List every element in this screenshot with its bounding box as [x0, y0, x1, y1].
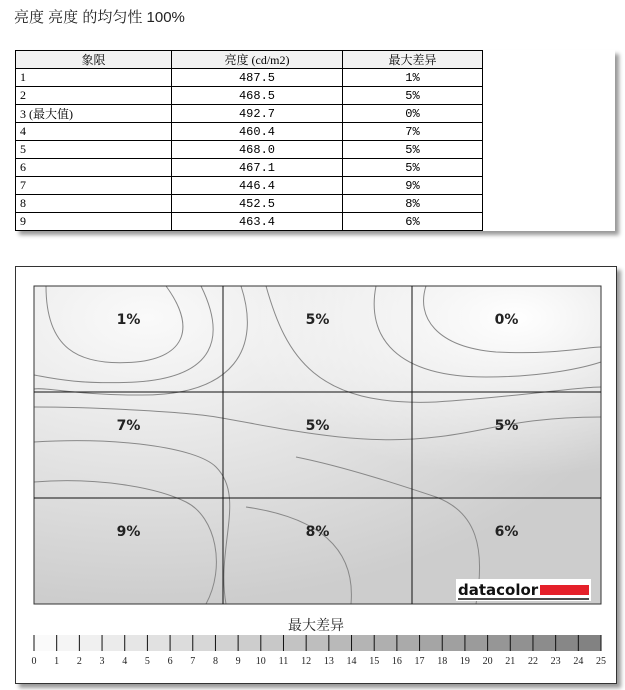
quadrant-cell: 9 [16, 213, 172, 231]
scale-tick-label: 15 [369, 656, 380, 667]
scale-swatch [374, 635, 397, 651]
scale-swatch [306, 635, 329, 651]
luminance-cell: 463.4 [172, 213, 343, 231]
scale-tick-label: 0 [31, 656, 37, 667]
scale-swatch [34, 635, 57, 651]
scale-tick-label: 9 [235, 656, 241, 667]
luminance-table-panel [15, 50, 615, 231]
table-row [16, 177, 483, 195]
scale-tick-label: 13 [323, 656, 334, 667]
luminance-cell: 468.5 [172, 87, 343, 105]
scale-tick-label: 24 [573, 656, 584, 667]
scale-tick-label: 25 [596, 656, 606, 667]
scale-tick-label: 23 [550, 656, 561, 667]
table-row [16, 213, 483, 231]
scale-swatch [578, 635, 601, 651]
datacolor-logo: datacolor [458, 581, 539, 599]
scale-tick-label: 17 [414, 656, 425, 667]
scale-tick-label: 22 [527, 656, 538, 667]
scale-swatch [533, 635, 556, 651]
scale-tick-label: 6 [167, 656, 173, 667]
cell-label: 0% [494, 312, 519, 328]
scale-swatch [147, 635, 170, 651]
table-row [16, 105, 483, 123]
scale-tick-label: 14 [346, 656, 357, 667]
scale-swatch [352, 635, 375, 651]
col-luminance: 亮度 (cd/m2) [172, 51, 343, 69]
uniformity-chart [15, 266, 617, 684]
scale-swatch [420, 635, 443, 651]
scale-tick-label: 1 [54, 656, 60, 667]
max-diff-cell: 5% [343, 87, 483, 105]
scale-swatch [238, 635, 261, 651]
col-max-diff: 最大差异 [343, 51, 483, 69]
scale-swatch [102, 635, 125, 651]
uniformity-svg [16, 267, 616, 683]
scale-swatch [170, 635, 193, 651]
max-diff-cell: 7% [343, 123, 483, 141]
heatmap-highlight [34, 286, 601, 604]
scale-tick-label: 7 [190, 656, 196, 667]
quadrant-cell: 8 [16, 195, 172, 213]
table-row [16, 87, 483, 105]
scale-tick-label: 4 [122, 656, 128, 667]
scale-swatch [261, 635, 284, 651]
cell-label: 9% [116, 524, 141, 540]
max-diff-cell: 8% [343, 195, 483, 213]
col-quadrant: 象限 [16, 51, 172, 69]
max-diff-cell: 0% [343, 105, 483, 123]
scale-tick-label: 11 [278, 656, 289, 667]
scale-swatch [556, 635, 579, 651]
scale-swatch [397, 635, 420, 651]
scale-tick-label: 5 [144, 656, 150, 667]
quadrant-cell: 1 [16, 69, 172, 87]
cell-label: 8% [305, 524, 330, 540]
scale-swatch [57, 635, 80, 651]
scale-swatch [283, 635, 306, 651]
table-row [16, 123, 483, 141]
max-diff-cell: 1% [343, 69, 483, 87]
scale-tick-label: 20 [482, 656, 493, 667]
scale-swatch [465, 635, 488, 651]
scale-tick-label: 2 [76, 656, 82, 667]
table-row [16, 159, 483, 177]
datacolor-logo-bar [540, 585, 589, 595]
scale-swatch [125, 635, 148, 651]
luminance-cell: 468.0 [172, 141, 343, 159]
scale-swatch [79, 635, 102, 651]
scale-tick-label: 16 [391, 656, 402, 667]
scale-tick-label: 3 [99, 656, 105, 667]
max-diff-cell: 5% [343, 141, 483, 159]
quadrant-cell: 2 [16, 87, 172, 105]
quadrant-cell: 3 (最大值) [16, 105, 172, 123]
luminance-cell: 452.5 [172, 195, 343, 213]
cell-label: 7% [116, 418, 141, 434]
cell-label: 6% [494, 524, 519, 540]
luminance-cell: 487.5 [172, 69, 343, 87]
luminance-cell: 446.4 [172, 177, 343, 195]
scale-swatch [193, 635, 216, 651]
max-diff-cell: 9% [343, 177, 483, 195]
scale-swatch [329, 635, 352, 651]
quadrant-cell: 6 [16, 159, 172, 177]
scale-swatch [510, 635, 533, 651]
max-diff-cell: 5% [343, 159, 483, 177]
cell-label: 5% [494, 418, 519, 434]
page-title: 亮度 亮度 的均匀性 100% [14, 9, 185, 26]
scale-tick-label: 12 [301, 656, 312, 667]
scale-swatch [215, 635, 238, 651]
luminance-table [15, 50, 483, 231]
quadrant-cell: 4 [16, 123, 172, 141]
luminance-cell: 492.7 [172, 105, 343, 123]
cell-label: 5% [305, 312, 330, 328]
scale-swatch [488, 635, 511, 651]
scale-tick-label: 19 [459, 656, 470, 667]
quadrant-cell: 5 [16, 141, 172, 159]
luminance-cell: 467.1 [172, 159, 343, 177]
max-diff-cell: 6% [343, 213, 483, 231]
luminance-cell: 460.4 [172, 123, 343, 141]
scale-tick-label: 10 [255, 656, 266, 667]
table-row [16, 69, 483, 87]
scale-tick-label: 8 [212, 656, 218, 667]
scale-swatch [442, 635, 465, 651]
scale-tick-label: 18 [437, 656, 448, 667]
scale-tick-label: 21 [505, 656, 516, 667]
cell-label: 1% [116, 312, 141, 328]
table-row [16, 195, 483, 213]
quadrant-cell: 7 [16, 177, 172, 195]
cell-label: 5% [305, 418, 330, 434]
table-row [16, 141, 483, 159]
legend-title: 最大差异 [288, 617, 344, 633]
